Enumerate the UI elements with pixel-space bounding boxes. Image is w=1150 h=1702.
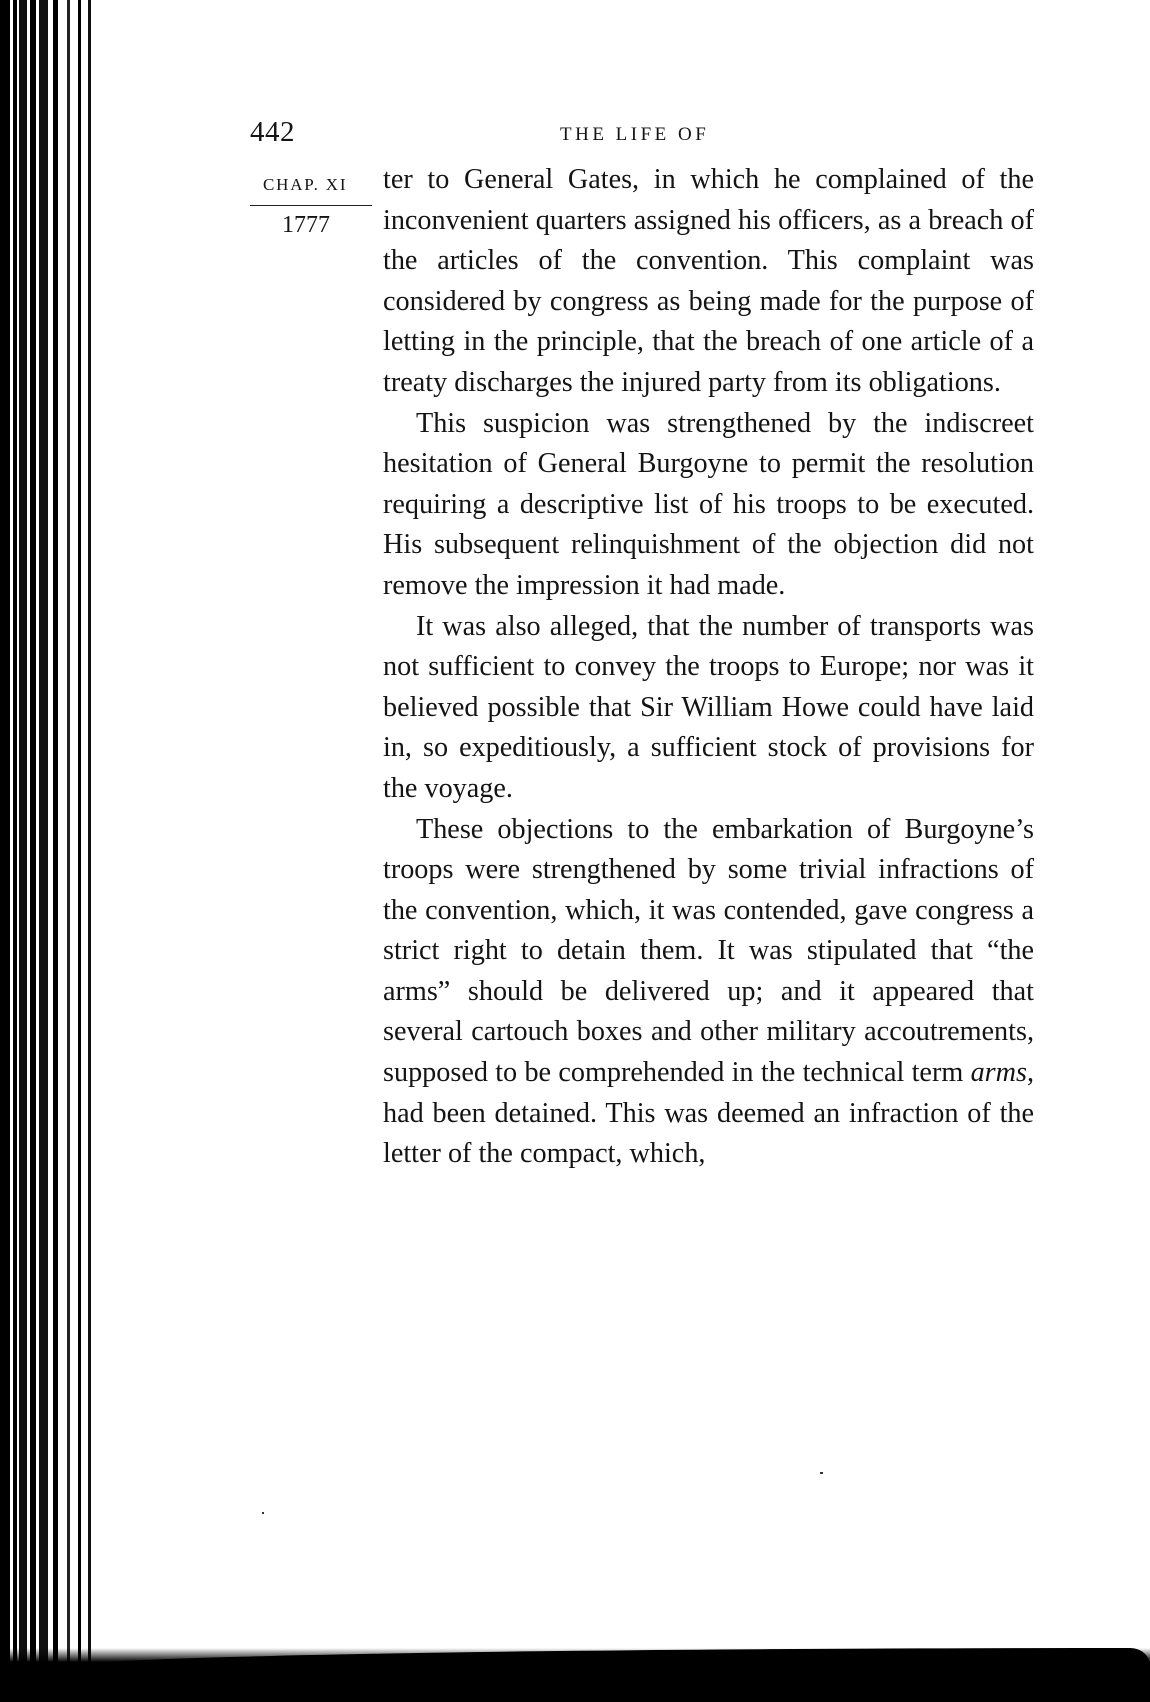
- margin-rule: [250, 205, 372, 206]
- margin-note: [250, 170, 370, 239]
- running-head: THE LIFE OF: [560, 124, 710, 145]
- paragraph-text: This suspicion was strengthened by the indiscreet hesitation of General Burgoyne to permit the resolution requiring a descriptive list of his troops to be executed. His subsequent relinquishment of the objection did not remove the impression it had made.: [383, 407, 1034, 601]
- paragraph-text: ter to General Gates, in which he complained of the inconvenient quarters assigned his officers, as a breach of the articles of the convention. This complaint was considered by congress as being made for the purpose of letting in the principle, that the breach of one article of a treaty discharges the injured party from its obligations.: [383, 164, 1034, 398]
- paragraph: [383, 607, 1034, 810]
- page-number: 442: [250, 116, 295, 148]
- paragraph: [383, 810, 1034, 1175]
- body-text: [383, 160, 1034, 1175]
- paragraph-text: These objections to the embarkation of Burgoyne’s troops were strengthened by some trivial infractions of the convention, which, it was contended, gave congress a strict right to detain them. It was stipulated that “the arms” should be delivered up; and it appeared that several cartouch boxes and other military accoutrements, supposed to be comprehended in the technical term: [383, 813, 1034, 1089]
- italic-term: arms: [970, 1057, 1027, 1089]
- paragraph: [383, 160, 1034, 404]
- paragraph: [383, 404, 1034, 607]
- book-binding-edge: [0, 0, 96, 1702]
- paragraph-text: It was also alleged, that the number of transports was not sufficient to convey the troops to Europe; nor was it believed possible that Sir William Howe could have laid in, so expeditiously, a sufficient stock of provisions for the voyage.: [383, 610, 1034, 804]
- paragraph-text: , had been detained. This was deemed an infraction of the letter of the compact, which,: [383, 1057, 1034, 1170]
- print-speck: [262, 1512, 264, 1514]
- print-speck: [820, 1472, 823, 1474]
- page-bottom-shadow: [0, 1648, 1150, 1702]
- year-label: 1777: [282, 212, 330, 238]
- chapter-label: CHAP. XI: [263, 175, 348, 194]
